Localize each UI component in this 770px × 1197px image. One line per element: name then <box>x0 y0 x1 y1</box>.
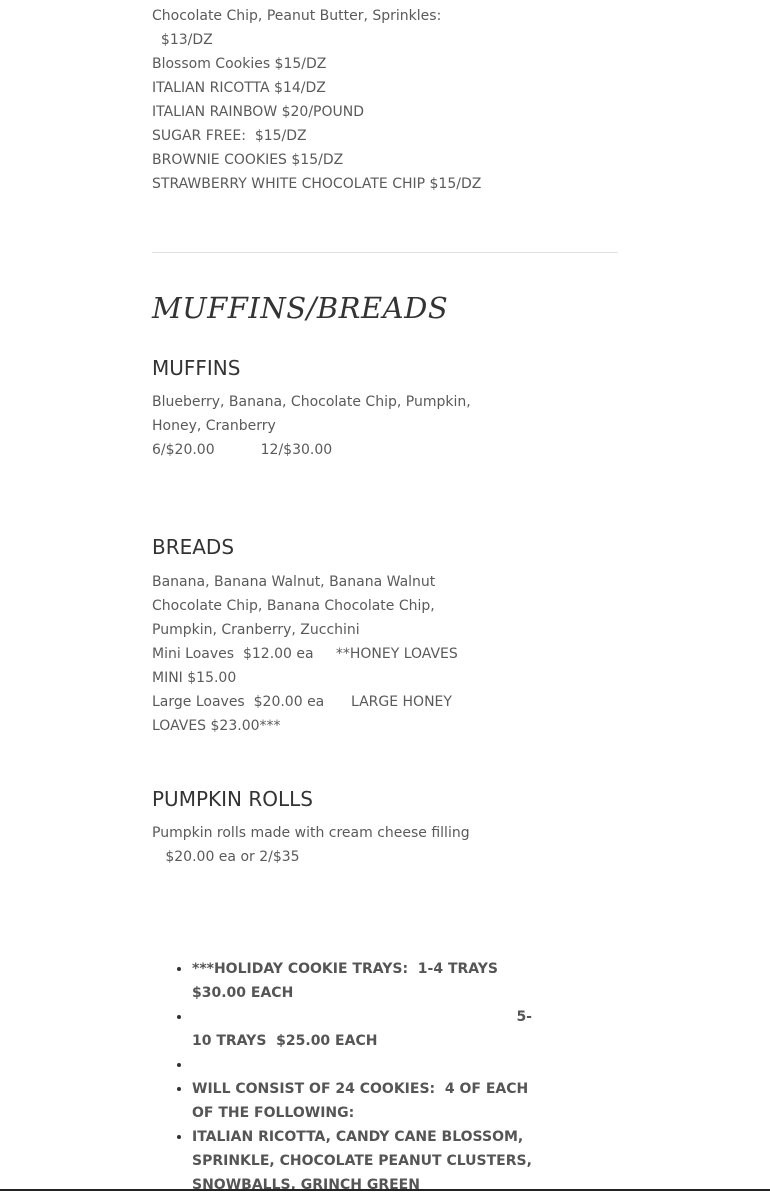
muffins-heading: MUFFINS <box>152 356 241 380</box>
muffins-details <box>152 390 476 462</box>
pumpkin-rolls-heading: PUMPKIN ROLLS <box>152 787 313 811</box>
breads-flavors: Banana, Banana Walnut, Banana Walnut Chocolate Chip, Banana Chocolate Chip, Pumpkin, Cranberry, Zucchini <box>152 574 440 638</box>
pumpkin-rolls-price: $20.00 ea or 2/$35 <box>152 849 300 865</box>
cookie-line: Chocolate Chip, Peanut Butter, Sprinkles: <box>152 8 442 24</box>
holiday-trays-list <box>152 957 537 1197</box>
breads-heading: BREADS <box>152 535 235 559</box>
list-item: • WILL CONSIST OF 24 COOKIES: 4 OF EACH OF THE FOLLOWING: <box>192 1077 532 1125</box>
muffins-flavors: Blueberry, Banana, Chocolate Chip, Pumpkin, Honey, Cranberry <box>152 394 476 434</box>
cookie-line: ITALIAN RAINBOW $20/POUND <box>152 104 365 120</box>
tray-range-rest: 10 TRAYS $25.00 EACH <box>192 1033 378 1049</box>
cookies-price-list <box>152 4 618 196</box>
breads-mini-loaves: Mini Loaves $12.00 ea **HONEY LOAVES MINI $15.00 <box>152 646 463 686</box>
cookie-line: BROWNIE COOKIES $15/DZ <box>152 152 344 168</box>
cookie-line: Blossom Cookies $15/DZ <box>152 56 327 72</box>
muffins-price-6: 6/$20.00 <box>152 442 215 458</box>
pumpkin-rolls-details <box>152 821 492 869</box>
breads-details <box>152 570 488 738</box>
section-title: MUFFINS/BREADS <box>152 291 449 325</box>
muffins-price-12: 12/$30.00 <box>260 442 333 458</box>
tray-range-prefix: • 5- <box>516 1009 532 1025</box>
list-item <box>192 1005 532 1053</box>
list-item: • ITALIAN RICOTTA, CANDY CANE BLOSSOM, SPRINKLE, CHOCOLATE PEANUT CLUSTERS, SNOWBALLS, GRINCH GREEN <box>192 1125 532 1197</box>
pumpkin-rolls-description: Pumpkin rolls made with cream cheese filling <box>152 825 470 841</box>
cookie-line: $13/DZ <box>152 32 213 48</box>
breads-large-loaves: Large Loaves $20.00 ea LARGE HONEY LOAVES $23.00*** <box>152 694 457 734</box>
cookie-line: SUGAR FREE: $15/DZ <box>152 128 307 144</box>
section-divider <box>152 252 618 253</box>
muffins-prices <box>152 438 472 462</box>
cookie-line: STRAWBERRY WHITE CHOCOLATE CHIP $15/DZ <box>152 176 482 192</box>
list-item <box>192 1053 532 1077</box>
list-item: • ***HOLIDAY COOKIE TRAYS: 1-4 TRAYS $30.00 EACH <box>192 957 532 1005</box>
cookie-line: ITALIAN RICOTTA $14/DZ <box>152 80 326 96</box>
